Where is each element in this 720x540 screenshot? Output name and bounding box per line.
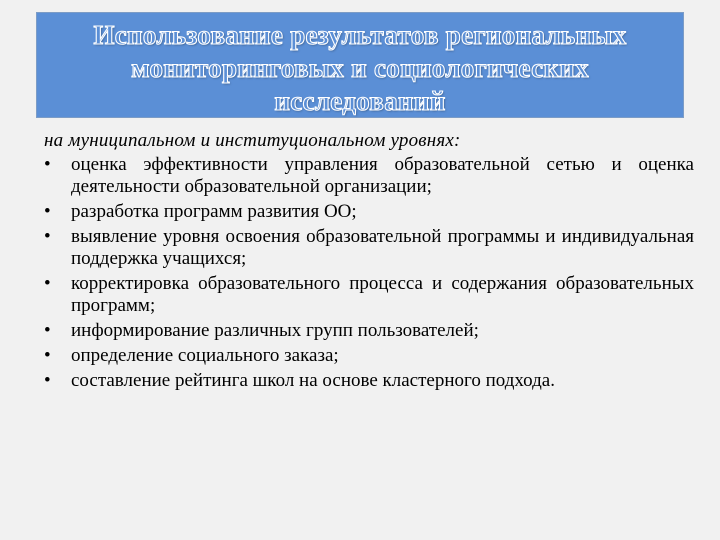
bullet-icon: • [44, 201, 51, 222]
list-item [44, 345, 694, 367]
bullet-icon: • [44, 320, 51, 341]
bullet-icon: • [44, 226, 51, 247]
intro-text: на муниципальном и институциональном уровнях: [44, 130, 461, 151]
list-item [44, 201, 694, 223]
list-item-text: выявление уровня освоения образовательной программы и индивидуальная поддержка учащихся; [71, 226, 694, 269]
list-item [44, 273, 694, 317]
bullet-icon: • [44, 345, 51, 366]
list-item-text: оценка эффективности управления образовательной сетью и оценка деятельности образовательной организации; [71, 154, 694, 197]
bullet-icon: • [44, 370, 51, 391]
bullet-icon: • [44, 154, 51, 175]
list-item-text: разработка программ развития ОО; [71, 201, 357, 222]
list-item [44, 154, 694, 198]
list-item-text: составление рейтинга школ на основе кластерного подхода. [71, 370, 555, 391]
list-item [44, 320, 694, 342]
list-item [44, 226, 694, 270]
title-banner [36, 12, 684, 118]
bullet-icon: • [44, 273, 51, 294]
list-item-text: определение социального заказа; [71, 345, 339, 366]
list-item-text: информирование различных групп пользователей; [71, 320, 479, 341]
bullet-list [44, 154, 694, 392]
list-item [44, 370, 694, 392]
slide-content [44, 130, 694, 395]
list-item-text: корректировка образовательного процесса и содержания образовательных программ; [71, 273, 694, 316]
slide-title: Использование результатов региональных мониторинговых и социологических исследований [93, 19, 627, 116]
